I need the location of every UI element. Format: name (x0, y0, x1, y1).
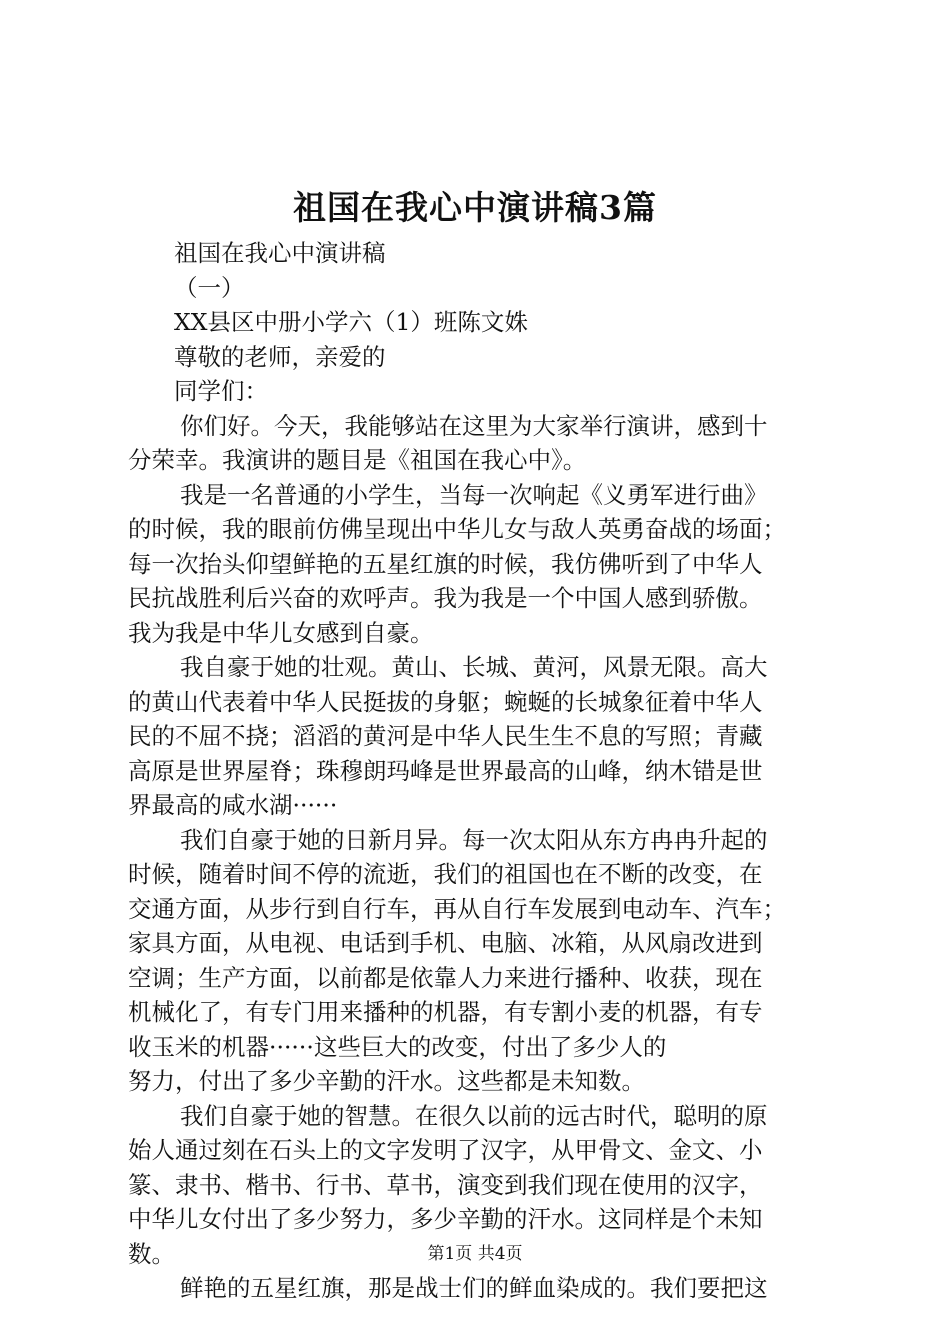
paragraph-line: 机械化了，有专门用来播种的机器，有专割小麦的机器，有专 (128, 998, 763, 1026)
paragraph-line: 数。 (128, 1239, 175, 1268)
paragraph-line: 我是一名普通的小学生，当每一次响起《义勇军进行曲》 (180, 480, 768, 509)
paragraph-line: 你们好。今天，我能够站在这里为大家举行演讲，感到十 (180, 411, 768, 440)
paragraph-line: 交通方面，从步行到自行车，再从自行车发展到电动车、汽车； (128, 894, 786, 923)
paragraph-line: 我们自豪于她的日新月异。每一次太阳从东方冉冉升起的 (180, 825, 768, 854)
paragraph-line: 界最高的咸水湖······ (128, 791, 338, 819)
document-body (128, 236, 833, 1306)
paragraph-line: 努力，付出了多少辛勤的汗水。这些都是未知数。 (128, 1067, 645, 1095)
paragraph-line: 空调；生产方面，以前都是依靠人力来进行播种、收获，现在 (128, 963, 763, 992)
paragraph-line: 民的不屈不挠；滔滔的黄河是中华人民生生不息的写照；青藏 (128, 722, 763, 750)
paragraph-line: 分荣幸。我演讲的题目是《祖国在我心中》。 (128, 446, 587, 474)
paragraph-line: 鲜艳的五星红旗，那是战士们的鲜血染成的。我们要把这 (180, 1274, 768, 1302)
heading-line: （一） (174, 273, 245, 302)
paragraph-line: 我为我是中华儿女感到自豪。 (128, 618, 434, 647)
paragraph-line: 始人通过刻在石头上的文字发明了汉字，从甲骨文、金文、小 (128, 1136, 763, 1164)
salutation-line: 尊敬的老师，亲爱的 (174, 342, 386, 371)
paragraph-line: 收玉米的机器······这些巨大的改变，付出了多少人的 (128, 1032, 667, 1061)
paragraph-line: 高原是世界屋脊；珠穆朗玛峰是世界最高的山峰，纳木错是世 (128, 756, 763, 785)
paragraph-line: 的时候，我的眼前仿佛呈现出中华儿女与敌人英勇奋战的场面； (128, 515, 786, 543)
heading-line: 祖国在我心中演讲稿 (174, 239, 386, 267)
document-title: 祖国在我心中演讲稿3篇 (293, 188, 657, 227)
author-line: XX县区中册小学六（1）班陈文姝 (174, 308, 528, 336)
page-number-footer: 第1页 共4页 (427, 1244, 523, 1264)
paragraph-line: 的黄山代表着中华人民挺拔的身躯；蜿蜒的长城象征着中华人 (128, 687, 763, 716)
paragraph-line: 每一次抬头仰望鲜艳的五星红旗的时候，我仿佛听到了中华人 (128, 549, 763, 578)
paragraph-line: 我们自豪于她的智慧。在很久以前的远古时代，聪明的原 (180, 1101, 768, 1130)
paragraph-line: 我自豪于她的壮观。黄山、长城、黄河，风景无限。高大 (180, 653, 768, 681)
paragraph-line: 民抗战胜利后兴奋的欢呼声。我为我是一个中国人感到骄傲。 (128, 584, 763, 612)
paragraph-line: 家具方面，从电视、电话到手机、电脑、冰箱，从风扇改进到 (128, 929, 763, 957)
paragraph-line: 中华儿女付出了多少努力，多少辛勤的汗水。这同样是个未知 (128, 1205, 763, 1233)
paragraph-line: 篆、隶书、楷书、行书、草书，演变到我们现在使用的汉字， (128, 1170, 763, 1199)
salutation-line: 同学们： (174, 377, 268, 405)
paragraph-line: 时候，随着时间不停的流逝，我们的祖国也在不断的改变，在 (128, 860, 763, 888)
